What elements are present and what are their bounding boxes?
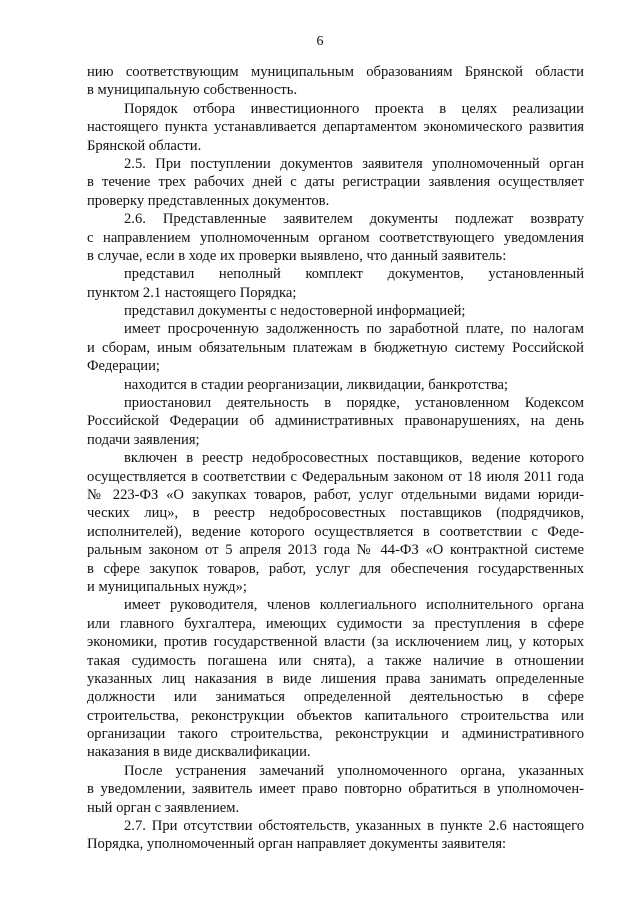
text-line: нию соответствующим муниципальным образованиям Брянской области [87, 64, 584, 80]
paragraph [87, 449, 584, 596]
text-line: в случае, если в ходе их проверки выявлено, что данный заявитель: [87, 247, 507, 264]
paragraph [87, 63, 584, 100]
document-body [87, 63, 584, 854]
text-line: настоящего пункта устанавливается департаментом экономического развития [87, 119, 584, 136]
text-line: Порядок отбора инвестиционного проекта в целях реализации [124, 100, 584, 117]
text-line: ный орган с заявлением. [87, 799, 240, 816]
text-line: должности или заниматься определенной деятельностью в сфере [87, 689, 584, 706]
text-line: в муниципальную собственность. [87, 82, 298, 99]
text-line: включен в реестр недобросовестных поставщиков, ведение которого [124, 450, 584, 467]
paragraph [87, 394, 584, 449]
text-line: приостановил деятельность в порядке, установленном Кодексом [124, 395, 584, 412]
text-line: имеет просроченную задолженность по заработной плате, по налогам [124, 321, 584, 338]
page-number: 6 [316, 34, 324, 49]
text-line: в уведомлении, заявитель имеет право повторно обратиться в уполномочен- [87, 781, 584, 798]
text-line: ральным законом от 5 апреля 2013 года № 44-ФЗ «О контрактной системе [87, 542, 584, 559]
paragraph [87, 762, 584, 817]
text-line: После устранения замечаний уполномоченного органа, указанных [124, 762, 584, 779]
paragraph [87, 596, 584, 762]
text-line: Федерации; [87, 358, 160, 375]
text-line: с направлением уполномоченным органом соответствующего уведомления [87, 229, 584, 246]
text-line: представил документы с недостоверной информацией; [124, 303, 466, 320]
text-line: Брянской области. [87, 137, 202, 154]
text-line: в течение трех рабочих дней с даты регистрации заявления осуществляет [87, 174, 584, 191]
text-line: или главного бухгалтера, имеющих судимости за преступления в сфере [87, 615, 584, 632]
text-line: экономики, против государственной власти (за исключением лиц, у которых [87, 634, 584, 651]
text-line: Порядка, уполномоченный орган направляет документы заявителя: [87, 836, 507, 853]
text-line: пунктом 2.1 настоящего Порядка; [87, 284, 297, 301]
text-line: проверку представленных документов. [87, 192, 330, 209]
text-line: № 223-ФЗ «О закупках товаров, работ, услуг отдельными видами юриди- [87, 486, 584, 503]
paragraph [87, 210, 584, 265]
text-line: подачи заявления; [87, 431, 200, 448]
paragraph [87, 100, 584, 155]
text-line: такая судимость погашена или снята), а также наличие в отношении [87, 652, 584, 669]
text-line: 2.6. Представленные заявителем документы подлежат возврату [124, 211, 584, 228]
text-line: представил неполный комплект документов, установленный [124, 266, 584, 283]
text-line: и сборам, иным обязательным платежам в бюджетную систему Российской [87, 339, 584, 356]
text-line: организации такого строительства, реконструкции и административного [87, 726, 584, 743]
paragraph [87, 265, 584, 302]
text-line: исполнителей), ведение которого осуществляется в соответствии с Феде- [87, 523, 584, 540]
paragraph [87, 376, 584, 394]
text-line: и муниципальных нужд»; [87, 578, 247, 595]
paragraph [87, 155, 584, 210]
text-line: указанных лиц наказания в виде лишения права занимать определенные [87, 670, 584, 687]
text-line: 2.5. При поступлении документов заявителя уполномоченный орган [124, 155, 584, 172]
text-line: строительства, реконструкции объектов капитального строительства или [87, 707, 584, 724]
paragraph [87, 320, 584, 375]
paragraph [87, 817, 584, 854]
paragraph [87, 302, 584, 320]
text-line: наказания в виде дисквалификации. [87, 744, 311, 761]
text-line: 2.7. При отсутствии обстоятельств, указанных в пункте 2.6 настоящего [124, 818, 584, 835]
text-line: в сфере закупок товаров, работ, услуг для обеспечения государственных [87, 560, 584, 577]
text-line: осуществляется в соответствии с Федеральным законом от 18 июля 2011 года [87, 468, 584, 485]
text-line: ческих лиц», в реестр недобросовестных поставщиков (подрядчиков, [87, 505, 584, 522]
text-line: Российской Федерации об административных правонарушениях, на день [87, 413, 584, 430]
text-line: имеет руководителя, членов коллегиального исполнительного органа [124, 597, 584, 614]
text-line: находится в стадии реорганизации, ликвидации, банкротства; [124, 376, 509, 393]
